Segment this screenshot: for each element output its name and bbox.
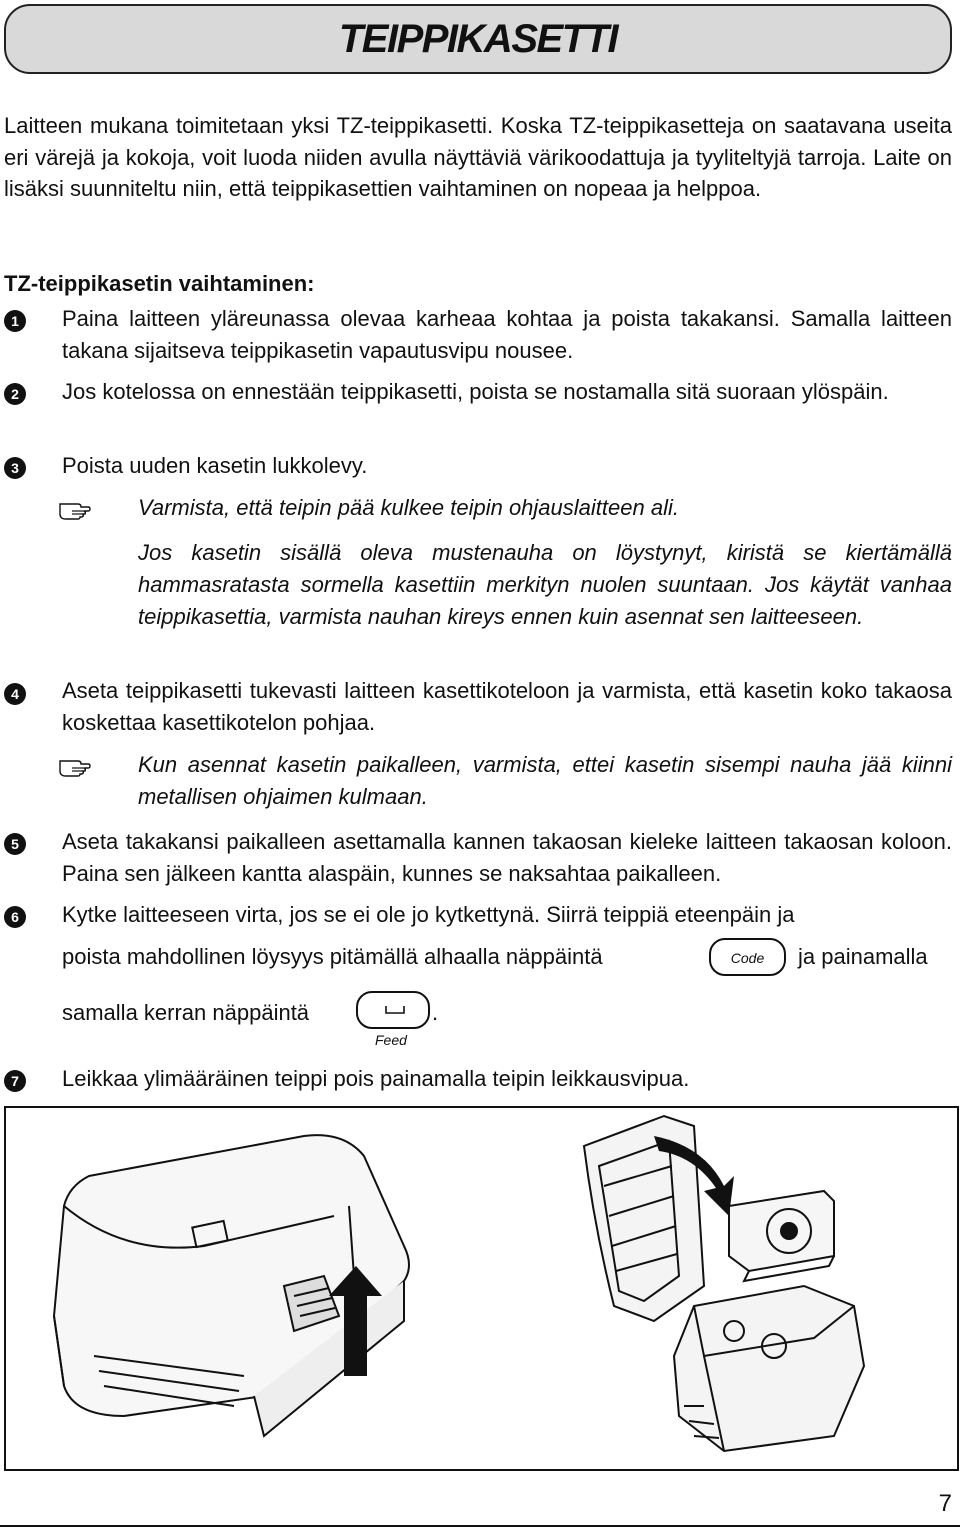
step-text-4: Aseta teippikasetti tukevasti laitteen kasettikoteloon ja varmista, että kasetin koko takaosa koskettaa kasettikotelon pohjaa. bbox=[62, 678, 952, 735]
space-feed-key bbox=[356, 991, 430, 1029]
step-text-6-line2-end: ja painamalla bbox=[798, 944, 928, 969]
cassette-compartment-drawing bbox=[674, 1286, 864, 1451]
intro-paragraph: Laitteen mukana toimitetaan yksi TZ-teippikasetti. Koska TZ-teippikasetteja on saatavana useita eri värejä ja kokoja, voit luoda niiden avulla näyttäviä värikoodattuja ja tyyliteltyjä tarroja. Laite on lisäksi suunniteltu niin, että teippikasettien vaihtaminen on nopeaa ja helppoa. bbox=[4, 113, 952, 201]
note-tape-end: Varmista, että teipin pää kulkee teipin ohjauslaitteen ali. bbox=[138, 495, 679, 520]
code-key-label: Code bbox=[730, 950, 765, 966]
step-text-2: Jos kotelossa on ennestään teippikasetti, poista se nostamalla sitä suoraan ylöspäin. bbox=[62, 379, 889, 404]
step-number-5: 5 bbox=[4, 833, 26, 855]
step-text-6-line1: Kytke laitteeseen virta, jos se ei ole jo kytkettynä. Siirrä teippiä eteenpäin ja bbox=[62, 902, 795, 927]
step-text-1: Paina laitteen yläreunassa olevaa karheaa kohtaa ja poista takakansi. Samalla laitteen takana sijaitseva teippikasetin vapautusvipu nousee. bbox=[62, 306, 952, 363]
pointing-hand-icon bbox=[58, 755, 92, 777]
space-bar-icon bbox=[385, 1005, 405, 1015]
note-ink-ribbon: Jos kasetin sisällä oleva mustenauha on löystynyt, kiristä se kiertämällä hammasratasta sormella kasettiin merkityn nuolen suuntaan. Jos käytät vanhaa teippikasettia, varmista nauhan kireys ennen kuin asennat sen laitteeseen. bbox=[138, 540, 952, 629]
step-text-7: Leikkaa ylimääräinen teippi pois painamalla teipin leikkausvipua. bbox=[62, 1066, 690, 1091]
title-banner bbox=[4, 4, 952, 74]
step-text-6-period: . bbox=[432, 1000, 439, 1025]
page-number: 7 bbox=[938, 1490, 952, 1517]
step-text-6-line3: samalla kerran näppäintä bbox=[62, 1000, 310, 1025]
step-number-2: 2 bbox=[4, 383, 26, 405]
step-text-3: Poista uuden kasetin lukkolevy. bbox=[62, 453, 368, 478]
step-text-6-line2: poista mahdollinen löysyys pitämällä alhaalla näppäintä bbox=[62, 944, 603, 969]
step-number-7: 7 bbox=[4, 1070, 26, 1092]
code-key bbox=[709, 938, 786, 976]
step-number-3: 3 bbox=[4, 457, 26, 479]
page-title: TEIPPIKASETTI bbox=[338, 16, 618, 61]
step-text-5: Aseta takakansi paikalleen asettamalla kannen takaosan kieleke laitteen takaosan koloon. Paina sen jälkeen kantta alaspäin, kunnes se naksahtaa paikalleen. bbox=[62, 829, 952, 886]
section-heading: TZ-teippikasetin vaihtaminen: bbox=[4, 271, 315, 296]
pointing-hand-icon bbox=[58, 498, 92, 520]
cassette-replacement-illustration bbox=[4, 1106, 959, 1471]
step-number-6: 6 bbox=[4, 906, 26, 928]
footer-rule bbox=[0, 1525, 960, 1527]
step-number-4: 4 bbox=[4, 683, 26, 705]
step-number-1: 1 bbox=[4, 310, 26, 332]
feed-key-label: Feed bbox=[375, 1032, 407, 1048]
note-metal-guide: Kun asennat kasetin paikalleen, varmista, ettei kasetin sisempi nauha jää kiinni metallisen ohjaimen kulmaan. bbox=[138, 752, 952, 809]
